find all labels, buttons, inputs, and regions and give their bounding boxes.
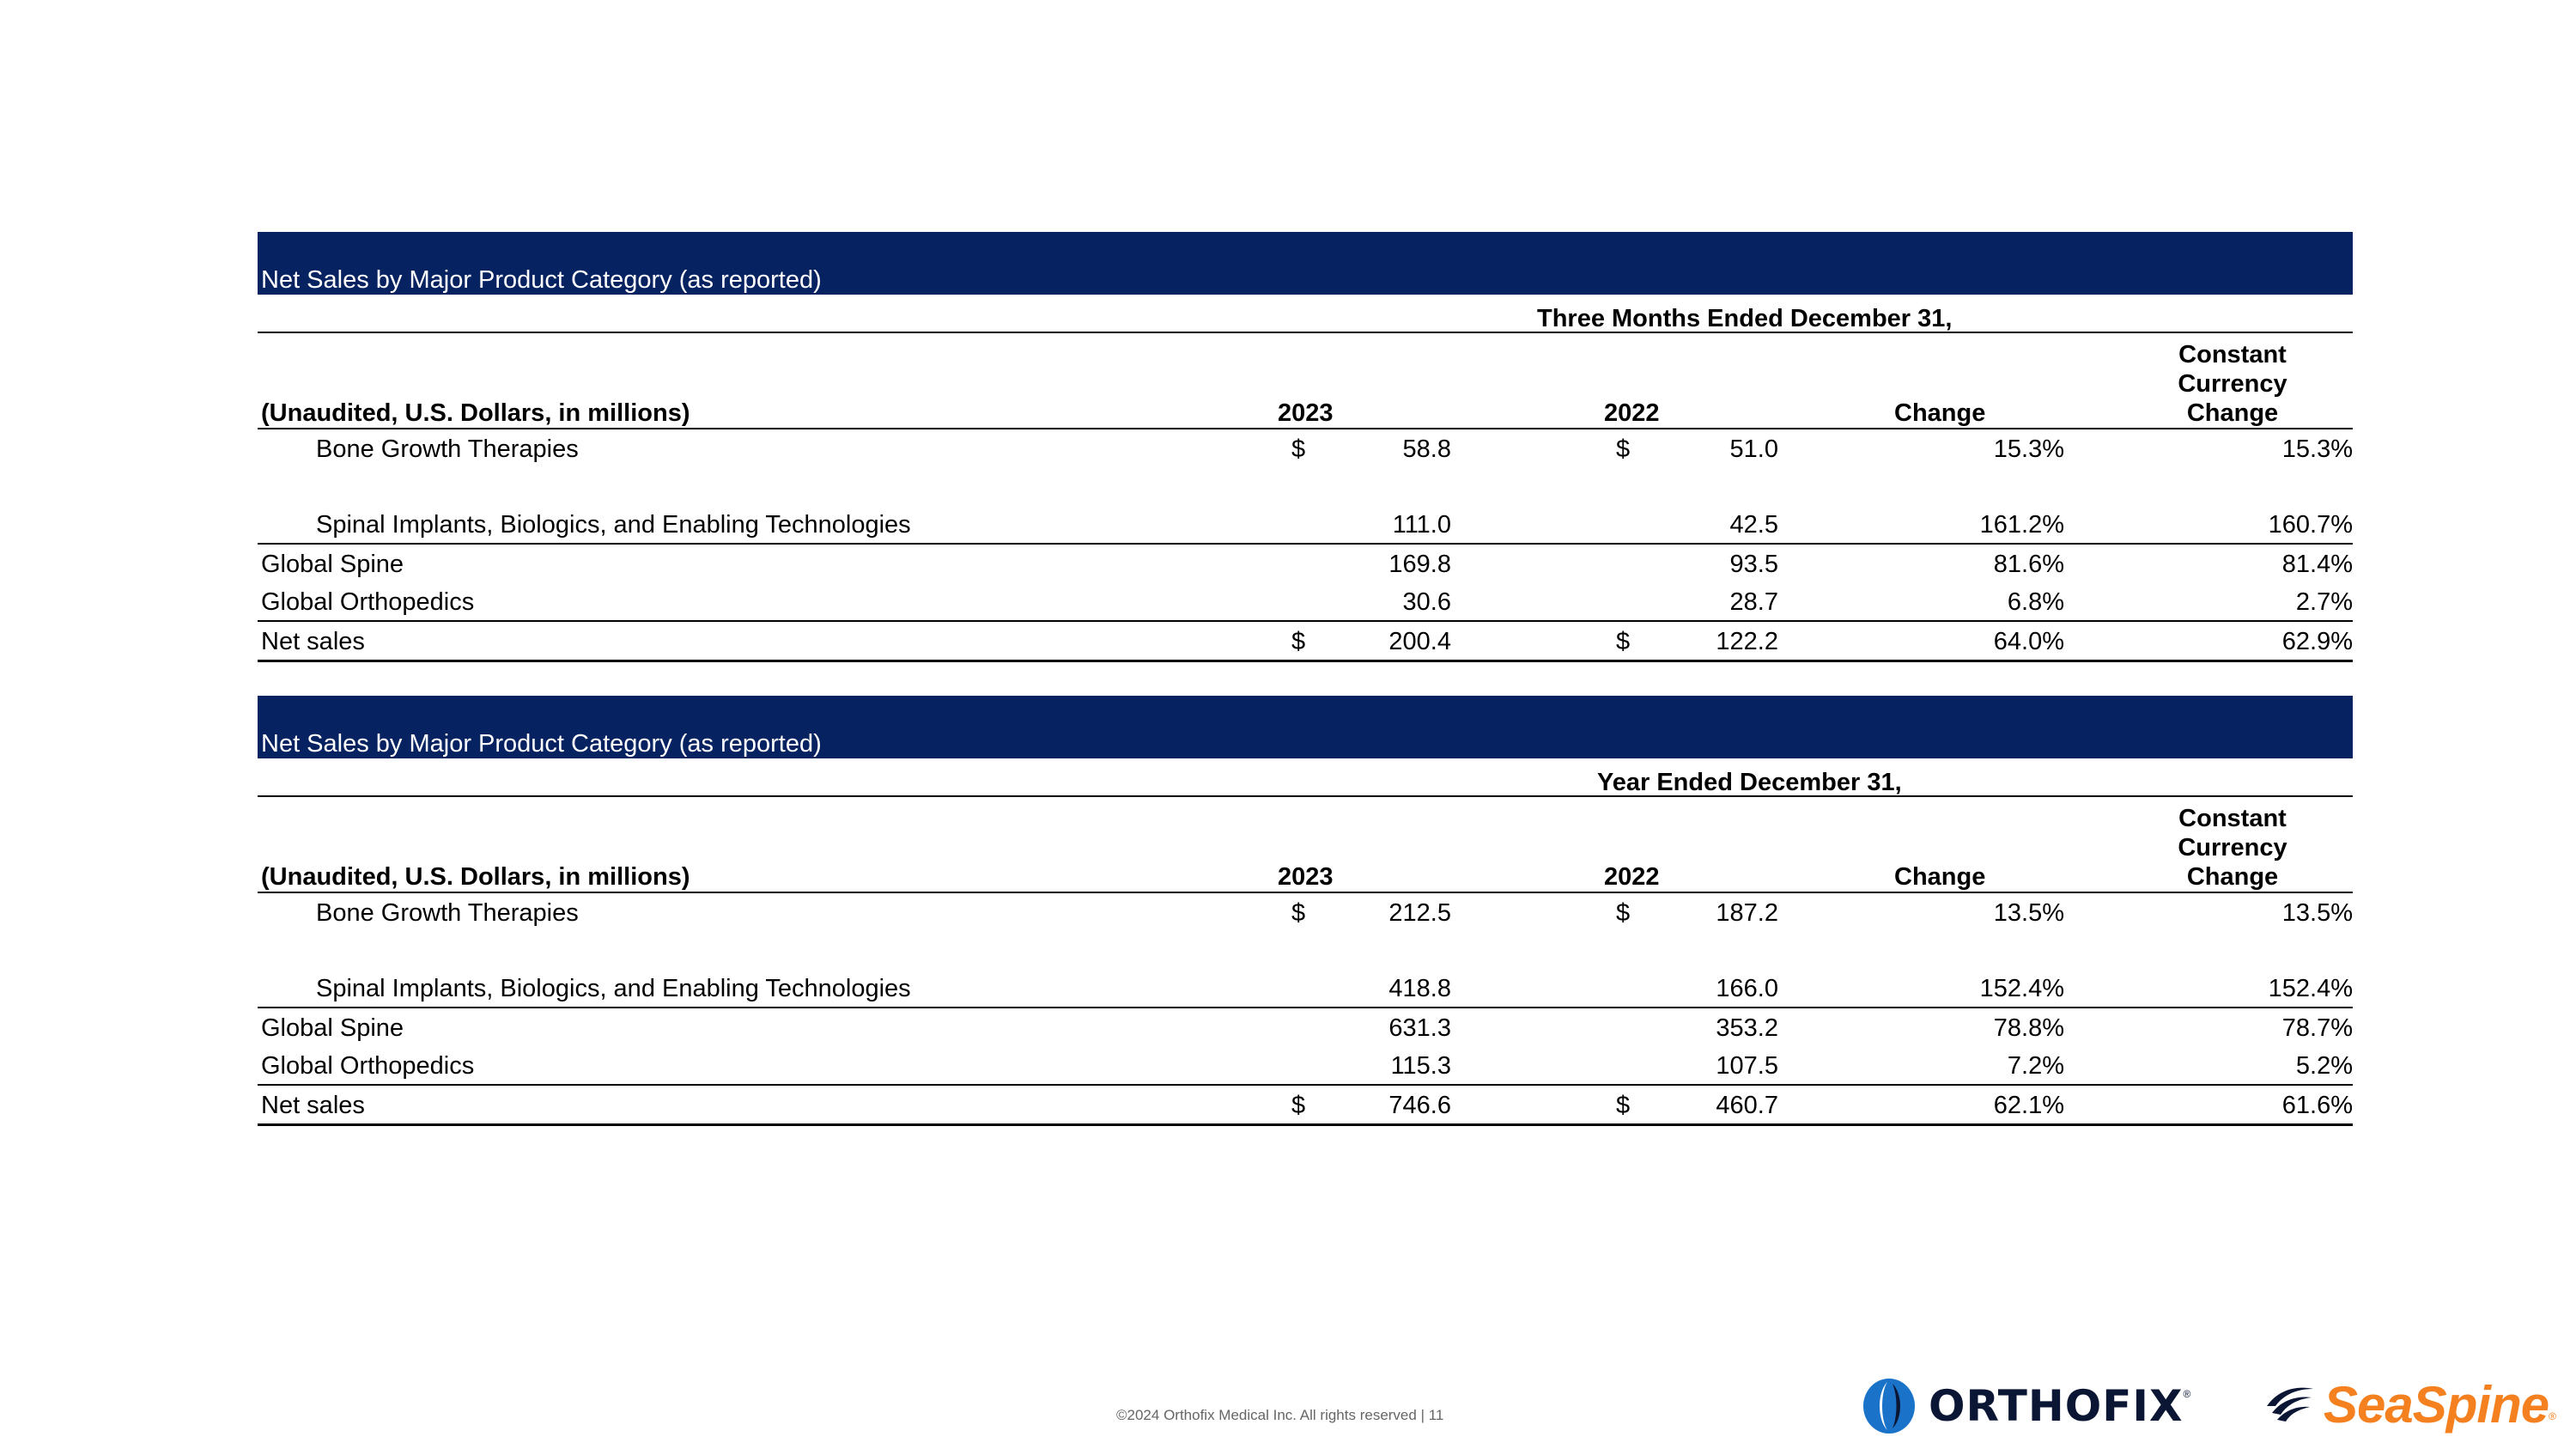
change-value: 78.8% — [1993, 1014, 2064, 1042]
currency-symbol: $ — [1291, 435, 1306, 463]
change-header: Change — [1894, 863, 1986, 891]
value-2023: 58.8 — [1402, 435, 1451, 463]
value-2023: 169.8 — [1388, 551, 1451, 578]
row-label: Net sales — [261, 1092, 365, 1119]
currency-symbol: $ — [1616, 628, 1631, 655]
row-label: Global Orthopedics — [261, 1052, 475, 1080]
row-label: Bone Growth Therapies — [316, 899, 579, 927]
cc-change-value: 160.7% — [2268, 511, 2353, 539]
table-row-total — [258, 1084, 2353, 1126]
period-label: Year Ended December 31, — [1597, 769, 1902, 796]
value-2023: 200.4 — [1388, 628, 1451, 655]
change-value: 62.1% — [1993, 1092, 2064, 1119]
cc-change-value: 15.3% — [2281, 435, 2353, 463]
change-value: 15.3% — [1993, 435, 2064, 463]
currency-symbol: $ — [1291, 628, 1306, 655]
table-band — [258, 230, 2353, 295]
cc-change-value: 5.2% — [2295, 1052, 2353, 1080]
year-2022-header: 2022 — [1604, 863, 1660, 891]
table-row — [258, 582, 2353, 620]
currency-symbol: $ — [1616, 435, 1631, 463]
change-value: 7.2% — [2007, 1052, 2064, 1080]
column-headers — [258, 797, 2353, 893]
row-label: Net sales — [261, 628, 365, 655]
orthofix-mark-icon — [1862, 1377, 1917, 1435]
period-label: Three Months Ended December 31, — [1537, 305, 1953, 332]
year-2023-header: 2023 — [1278, 863, 1334, 891]
table-row-total — [258, 620, 2353, 662]
cc-change-value: 62.9% — [2281, 628, 2353, 655]
value-2023: 30.6 — [1402, 588, 1451, 616]
value-2022: 460.7 — [1716, 1092, 1778, 1119]
row-label: Spinal Implants, Biologics, and Enabling Technologies — [316, 511, 911, 539]
orthofix-wordmark: ORTHOFIX — [1929, 1381, 2184, 1431]
value-2022: 353.2 — [1716, 1014, 1778, 1042]
year-ended-table — [258, 694, 2353, 1126]
table-row — [258, 467, 2353, 543]
seaspine-wordmark: SeaSpine — [2324, 1375, 2549, 1434]
change-value: 81.6% — [1993, 551, 2064, 578]
constant-currency-header: Constant Currency Change — [2178, 341, 2287, 427]
year-2022-header: 2022 — [1604, 399, 1660, 427]
cc-change-value: 2.7% — [2295, 588, 2353, 616]
seaspine-logo: SeaSpine ® — [2263, 1374, 2556, 1434]
table-row — [258, 1046, 2353, 1084]
row-label: Spinal Implants, Biologics, and Enabling Technologies — [316, 975, 911, 1002]
table-row — [258, 543, 2353, 582]
value-2022: 122.2 — [1716, 628, 1778, 655]
currency-symbol: $ — [1616, 899, 1631, 927]
table-row — [258, 893, 2353, 931]
value-2022: 51.0 — [1729, 435, 1778, 463]
period-header — [258, 295, 2353, 333]
value-2022: 166.0 — [1716, 975, 1778, 1002]
column-headers — [258, 333, 2353, 429]
band-title: Net Sales by Major Product Category (as reported) — [258, 232, 1159, 295]
table-row — [258, 931, 2353, 1007]
row-label: Global Spine — [261, 1014, 404, 1042]
value-2022: 42.5 — [1729, 511, 1778, 539]
cc-change-value: 61.6% — [2281, 1092, 2353, 1119]
table-band — [258, 694, 2353, 758]
change-value: 13.5% — [1993, 899, 2064, 927]
seaspine-wave-icon — [2263, 1380, 2317, 1428]
row-label: Global Orthopedics — [261, 588, 475, 616]
change-value: 152.4% — [1979, 975, 2064, 1002]
value-2022: 107.5 — [1716, 1052, 1778, 1080]
value-2023: 111.0 — [1392, 511, 1451, 539]
unit-header: (Unaudited, U.S. Dollars, in millions) — [261, 863, 690, 891]
cc-change-value: 152.4% — [2268, 975, 2353, 1002]
cc-change-value: 78.7% — [2281, 1014, 2353, 1042]
table-row — [258, 429, 2353, 467]
copyright-text: ©2024 Orthofix Medical Inc. All rights reserved | 11 — [1116, 1407, 1444, 1423]
row-label: Bone Growth Therapies — [316, 435, 579, 463]
band-title: Net Sales by Major Product Category (as reported) — [258, 696, 1159, 758]
cc-change-value: 81.4% — [2281, 551, 2353, 578]
value-2023: 115.3 — [1390, 1052, 1451, 1080]
orthofix-logo: ORTHOFIX ® — [1862, 1376, 2190, 1436]
constant-currency-header: Constant Currency Change — [2178, 805, 2287, 891]
currency-symbol: $ — [1616, 1092, 1631, 1119]
unit-header: (Unaudited, U.S. Dollars, in millions) — [261, 399, 690, 427]
value-2023: 746.6 — [1388, 1092, 1451, 1119]
currency-symbol: $ — [1291, 899, 1306, 927]
change-header: Change — [1894, 399, 1986, 427]
value-2022: 187.2 — [1716, 899, 1778, 927]
value-2022: 93.5 — [1729, 551, 1778, 578]
change-value: 64.0% — [1993, 628, 2064, 655]
period-header — [258, 758, 2353, 797]
value-2023: 212.5 — [1388, 899, 1451, 927]
change-value: 161.2% — [1979, 511, 2064, 539]
value-2023: 418.8 — [1388, 975, 1451, 1002]
cc-change-value: 13.5% — [2281, 899, 2353, 927]
year-2023-header: 2023 — [1278, 399, 1334, 427]
change-value: 6.8% — [2007, 588, 2064, 616]
currency-symbol: $ — [1291, 1092, 1306, 1119]
table-row — [258, 1007, 2353, 1046]
row-label: Global Spine — [261, 551, 404, 578]
value-2022: 28.7 — [1729, 588, 1778, 616]
three-months-table — [258, 230, 2353, 662]
value-2023: 631.3 — [1388, 1014, 1451, 1042]
